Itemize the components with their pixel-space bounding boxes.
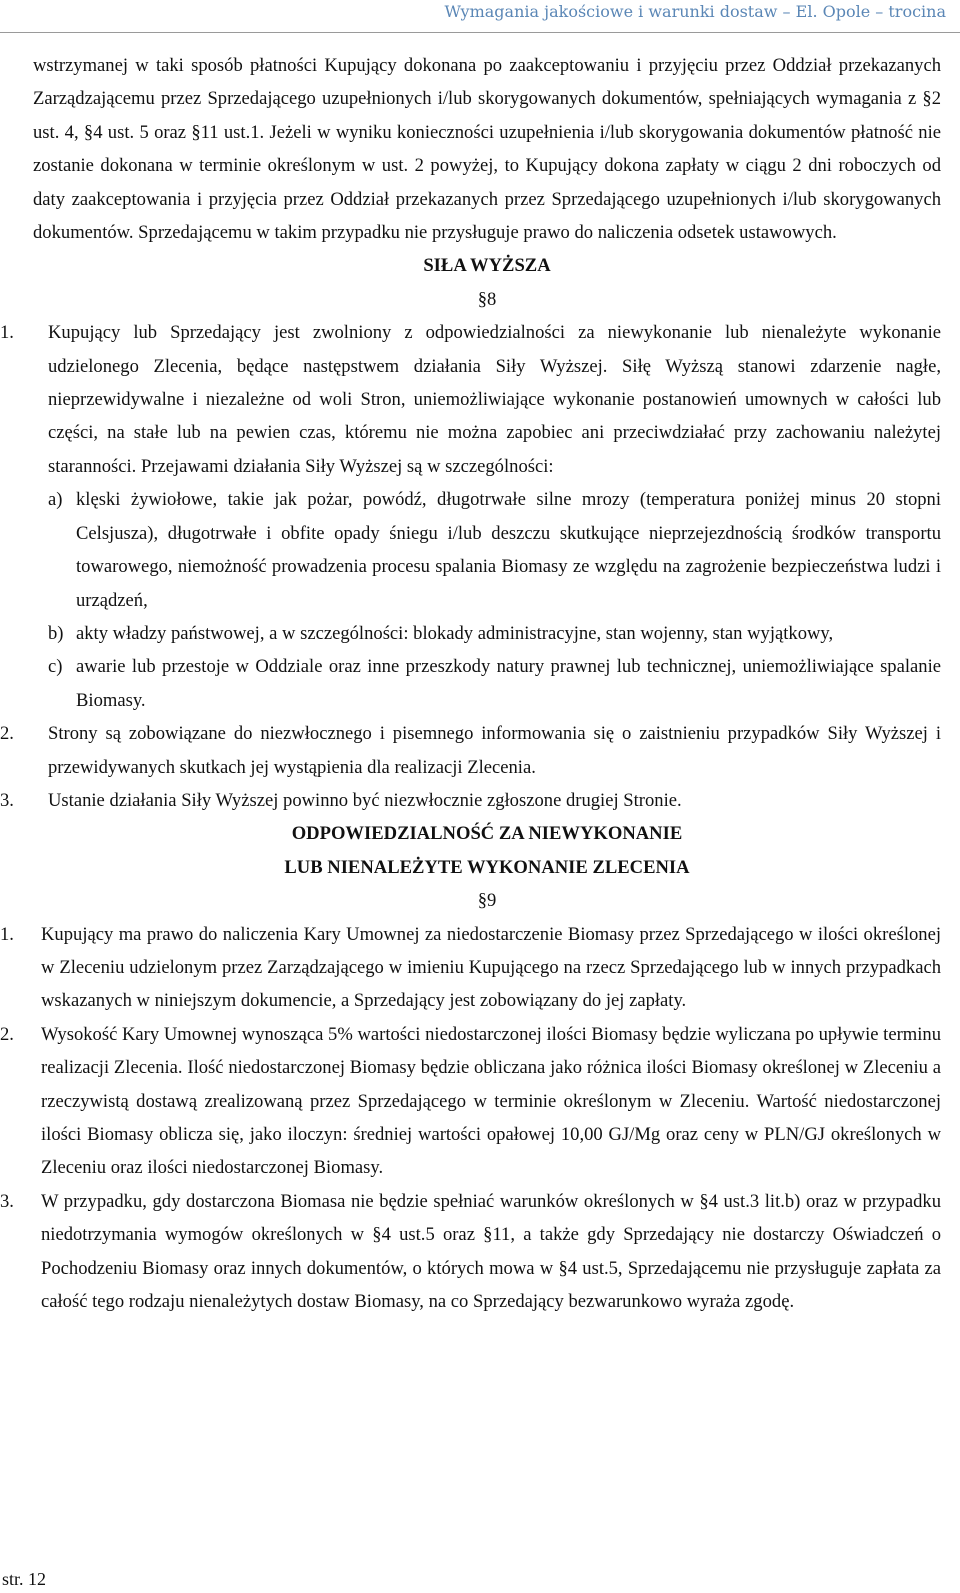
- subitem-a: [48, 483, 941, 617]
- item-text: W przypadku, gdy dostarczona Biomasa nie będzie spełniać warunków określonych w §4 ust.3 lit.b) oraz w przypadku niedotrzymania wymogów określonych w §4 ust.5 oraz §11, a także gdy Sprzedający nie dostarczy Oświadczeń o Pochodzeniu Biomasy oraz innych dokumentów, o których mowa w §4 ust.5, Sprzedającemu nie przysługuje zapłata za całość tego rodzaju nienależytych dostaw Biomasy, na co Sprzedający bezwarunkowo wyraża zgodę.: [41, 1190, 941, 1313]
- subitem-label: b): [48, 622, 64, 644]
- item-number: 3.: [0, 1190, 14, 1212]
- intro-paragraph: wstrzymanej w taki sposób płatności Kupujący dokonana po zaakceptowaniu i przyjęciu przez Oddział przekazanych Zarządzającemu przez Sprzedającego uzupełnionych i/lub skorygowanych dokumentów, spełniających wymagania z §2 ust. 4, §4 ust. 5 oraz §11 ust.1. Jeżeli w wyniku konieczności uzupełnienia i/lub skorygowania dokumentów płatność nie zostanie dokonana w terminie określonym w ust. 2 powyżej, to Kupujący dokona zapłaty w ciągu 2 dni roboczych od daty zaakceptowania i przyjęcia przez Oddział przekazanych przez Sprzedającego uzupełnionych i/lub skorygowanych dokumentów. Sprzedającemu w takim przypadku nie przysługuje prawo do naliczenia odsetek ustawowych.: [33, 55, 941, 244]
- section9-item-1: [0, 918, 941, 1018]
- section9-item-3: [0, 1185, 941, 1319]
- section8-item-1-text: [48, 316, 941, 717]
- section8-item-3: [0, 784, 941, 817]
- section9-heading-line1: ODPOWIEDZIALNOŚĆ ZA NIEWYKONANIE: [291, 823, 683, 845]
- item-number: 3.: [0, 789, 14, 811]
- document-header-title: Wymagania jakościowe i warunki dostaw – El. Opole – trocina: [444, 2, 946, 21]
- subitem-label: c): [48, 656, 63, 678]
- subitem-label: a): [48, 489, 63, 511]
- section8-item-1: [0, 316, 941, 717]
- item-number: 2.: [0, 1023, 14, 1045]
- subitem-text: akty władzy państwowej, a w szczególności: blokady administracyjne, stan wojenny, stan wyjątkowy,: [76, 622, 834, 644]
- section8-item-2: [0, 717, 941, 784]
- item-number: 1.: [0, 923, 14, 945]
- section9-item-2: [0, 1018, 941, 1185]
- header-divider: [0, 32, 960, 33]
- item-text: Strony są zobowiązane do niezwłocznego i pisemnego informowania się o zaistnieniu przypadków Siły Wyższej i przewidywanych skutkach jej wystąpienia dla realizacji Zlecenia.: [48, 723, 941, 778]
- subitem-text: awarie lub przestoje w Oddziale oraz inne przeszkody natury prawnej lub technicznej, uniemożliwiające spalanie Biomasy.: [76, 656, 941, 711]
- document-body: [0, 49, 941, 1318]
- subitem-c: [48, 650, 941, 717]
- section8-heading: SIŁA WYŻSZA: [423, 255, 551, 277]
- section9-paragraph-mark: §9: [477, 890, 497, 912]
- item-text: Ustanie działania Siły Wyższej powinno być niezwłocznie zgłoszone drugiej Stronie.: [48, 789, 682, 811]
- page-number: str. 12: [2, 1569, 47, 1589]
- item-text: Wysokość Kary Umownej wynosząca 5% wartości niedostarczonej ilości Biomasy będzie wyliczana po upływie terminu realizacji Zlecenia. Ilość niedostarczonej Biomasy będzie obliczana jako różnica ilości Biomasy określonej w Zleceniu a rzeczywistą dostawą zrealizowaną przez Sprzedającego w terminie określonym w Zleceniu. Wartość niedostarczonej ilości Biomasy oblicza się, jako iloczyn: średniej wartości opałowej 10,00 GJ/Mg oraz ceny w PLN/GJ określonych w Zleceniu oraz ilości niedostarczonej Biomasy.: [41, 1023, 941, 1179]
- item-text: Kupujący lub Sprzedający jest zwolniony z odpowiedzialności za niewykonanie lub nienależyte wykonanie udzielonego Zlecenia, będące następstwem działania Siły Wyższej. Siłę Wyższą stanowi zdarzenie nagłe, nieprzewidywalne i niezależne od woli Stron, uniemożliwiające wykonanie postanowień umownych w całości lub części, na stałe lub na pewien czas, któremu nie można zapobiec ani przeciwdziałać przy zachowaniu należytej staranności. Przejawami działania Siły Wyższej są w szczególności:: [48, 322, 941, 477]
- subitem-text: klęski żywiołowe, takie jak pożar, powódź, długotrwałe silne mrozy (temperatura poniżej minus 20 stopni Celsjusza), długotrwałe i obfite opady śniegu i/lub deszczu skutkujące nieprzejezdnością środków transportu towarowego, niemożność prowadzenia procesu spalania Biomasy ze względu na zagrożenie bezpieczeństwa ludzi i urządzeń,: [76, 489, 941, 611]
- item-text: Kupujący ma prawo do naliczenia Kary Umownej za niedostarczenie Biomasy przez Sprzedającego w ilości określonej w Zleceniu udzielonym przez Zarządzającego w imieniu Kupującego na rzecz Sprzedającego lub w innych przypadkach wskazanych w niniejszym dokumencie, a Sprzedający jest zobowiązany do jej zapłaty.: [41, 923, 941, 1012]
- subitem-b: [48, 617, 941, 650]
- section8-paragraph-mark: §8: [477, 288, 497, 310]
- section9-heading-line2: LUB NIENALEŻYTE WYKONANIE ZLECENIA: [284, 856, 690, 878]
- item-number: 2.: [0, 723, 14, 745]
- item-number: 1.: [0, 322, 14, 344]
